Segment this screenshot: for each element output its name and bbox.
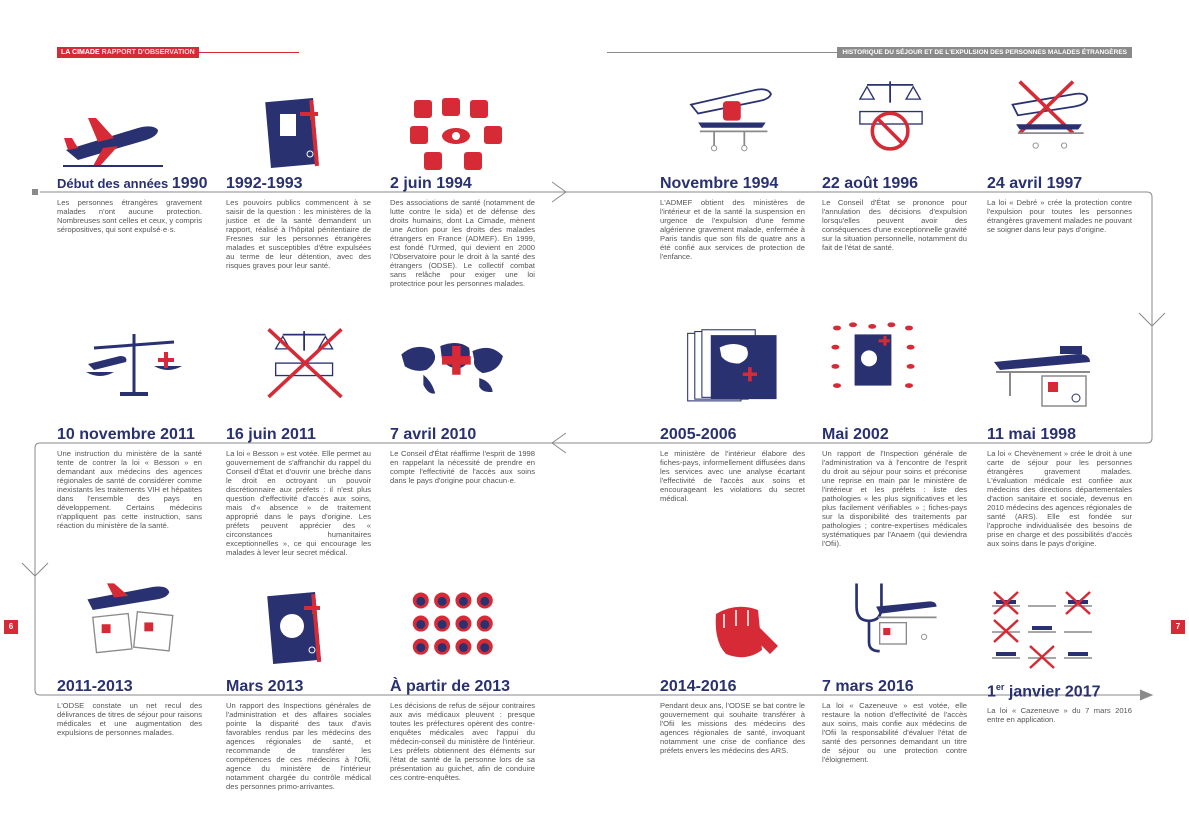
passport-face-icon (240, 590, 350, 670)
entry-2-juin-1994 (390, 175, 535, 288)
entry-year: 2011-2013 (57, 678, 133, 695)
entry-a-partir-de-2013 (390, 678, 535, 782)
entry-1990 (57, 175, 208, 234)
entry-text: L'ADMEF obtient des ministères de l'intérieur et de la santé la suspension en urgence de l'expulsion d'une femme algérienne gravement malade, enfermée à Paris tandis que son fils de quatre ans a été confié aux services de protection de l'enfance. (660, 198, 805, 261)
entry-11-mai-1998 (987, 426, 1132, 548)
entry-year: 24 avril 1997 (987, 175, 1083, 192)
crossed-scales-icon (250, 324, 360, 404)
entry-text: Le Conseil d'État réaffirme l'esprit de 1998 en rappelant la nécessité de prendre en compte l'effectivité de l'accès aux soins dans le pays d'origine pour chacun·e. (390, 449, 535, 485)
header-right-title: HISTORIQUE DU SÉJOUR ET DE L'EXPULSION DES PERSONNES MALADES ÉTRANGÈRES (837, 47, 1132, 58)
entry-year: 2 juin 1994 (390, 175, 472, 192)
entry-text: Pendant deux ans, l'ODSE se bat contre le gouvernement qui souhaite transférer à l'Ofii les missions des médecins des agences régionales de santé, invoquant notamment une crise de confiance des préfets envers les médecins des ARS. (660, 701, 805, 755)
entry-text: Les pouvoirs publics commencent à se saisir de la question : les ministères de la justice et de la santé demandent un rapport, réalisé à l'hôpital pénitentiaire de Fresnes sur les personnes étrangères malades et susceptibles d'être expulsées au terme de leur détention, avec des risques graves pour leur santé. (226, 198, 371, 270)
plane-bed-icon (676, 78, 786, 158)
entry-year: 22 août 1996 (822, 175, 919, 192)
entry-year: 10 novembre 2011 (57, 426, 195, 443)
entry-2014-2016 (660, 678, 805, 755)
crossed-plane-icon (994, 78, 1104, 158)
entry-text: Un rapport des Inspections générales de l'administration et des affaires sociales pointe la disparité des taux d'avis favorables rendus par les médecins des agences régionales de santé, et recommande de transférer les compétences de ces médecins à l'Ofii, agence du ministère de l'intérieur notamment chargée du contrôle médical des personnes primo-arrivantes. (226, 701, 371, 791)
entry-text: La loi « Chevènement » crée le droit à une carte de séjour pour les personnes étrangères gravement malades. L'évaluation médicale est confiée aux médecins des directions départementales d'action sanitaire et sociale, devenus en 2010 médecins des agences régionales de santé (ARS). Elle est fondée sur l'approche individualisée des besoins de prise en charge et des possibilités d'accès aux soins dans le pays d'origine. (987, 449, 1132, 548)
eyes-passport-icon (818, 320, 928, 400)
entry-7-mars-2016 (822, 678, 967, 764)
entry-year: 1992-1993 (226, 175, 303, 192)
entry-10-novembre-2011 (57, 426, 202, 530)
entry-year: 1er janvier 2017 (987, 682, 1101, 701)
entry-year: 7 avril 2010 (390, 426, 477, 443)
entry-22-aout-1996 (822, 175, 967, 252)
entry-year: Mars 2013 (226, 678, 304, 695)
scales-no-plane-icon (836, 76, 946, 156)
entry-year: 2005-2006 (660, 426, 737, 443)
map-icon (398, 328, 508, 408)
entry-mars-2013 (226, 678, 371, 791)
entry-text: Le ministère de l'intérieur élabore des fiches-pays, informellement diffusées dans les services avec une analyse écartant l'effectivité de l'accès aux soins et encourageant les violations du secret médical. (660, 449, 805, 503)
page-number-left: 6 (4, 620, 18, 634)
entry-text: La loi « Cazeneuve » du 7 mars 2016 entre en application. (987, 706, 1132, 725)
plane-cards-icon (76, 578, 186, 658)
page-number-right: 7 (1171, 620, 1185, 634)
timeline-start-marker (32, 189, 38, 195)
fist-icon (696, 598, 806, 678)
entry-text: La loi « Debré » crée la protection contre l'expulsion pour toutes les personnes étrangères gravement malades ne pouvant se soigner dans leur pays d'origine. (987, 198, 1132, 234)
header-left-title: RAPPORT D'OBSERVATION (101, 49, 195, 56)
entry-24-avril-1997 (987, 175, 1132, 234)
scales-plane-icon (80, 332, 190, 412)
entry-text: Des associations de santé (notamment de lutte contre le sida) et de défense des droits humains, dont La Cimade, mènent une Action pour les droits des malades étrangers en France (ADMEF). En 1999, est fondé l'Urmed, qui devient en 2000 l'Observatoire pour le droit à la santé des étrangers (ODSE). Le collectif combat sans relâche pour exiger une loi protectrice pour les personnes malades. (390, 198, 535, 288)
entry-2005-2006 (660, 426, 805, 503)
entry-1er-janvier-2017 (987, 678, 1132, 724)
entry-7-avril-2010 (390, 426, 535, 485)
entry-year: Début des années 1990 (57, 175, 208, 192)
stethoscope-icon (838, 580, 948, 660)
entry-text: Les décisions de refus de séjour contraires aux avis médicaux pleuvent : presque toutes les préfectures opèrent des contre-enquêtes médicales avec l'appui du médecin-conseil du ministère de l'intérieur. Les préfets obtiennent des éléments sur l'état de santé de la personne lors de sa présentation au guichet, afin de conduire ces contre-enquêtes. (390, 701, 535, 782)
entry-year: 7 mars 2016 (822, 678, 914, 695)
entry-text: L'ODSE constate un net recul des délivrances de titres de séjour pour raisons médicales et une augmentation des expulsions de personnes malades. (57, 701, 202, 737)
entry-year: Novembre 1994 (660, 175, 779, 192)
faces-grid-icon (404, 588, 514, 668)
header-brand: LA CIMADE (61, 49, 100, 56)
passport-icon (238, 96, 348, 176)
entry-text: Le Conseil d'État se prononce pour l'annulation des décisions d'expulsion lorsqu'elles peuvent avoir des conséquences d'une exceptionnelle gravité sur la situation personnelle, notamment du fait de l'état de santé. (822, 198, 967, 252)
entry-text: Un rapport de l'Inspection générale de l'administration va à l'encontre de l'esprit du droit au séjour pour soins et préconise une reprise en main par le ministère de l'intérieur et les préfets : liste des pathologies « les plus significatives et les plus facilement vérifiables » ; fiches-pays sur la disponibilité des traitements par pathologies ; contre-expertises médicales systématiques par l'Anaem (qui deviendra l'Ofii). (822, 449, 967, 548)
bed-card-icon (990, 336, 1100, 416)
entry-year: 11 mai 1998 (987, 426, 1076, 443)
entry-text: Une instruction du ministère de la santé tente de contrer la loi « Besson » en demandant aux médecins des agences régionales de santé de considérer comme inexistants les traitements VIH et hépatites dans l'ensemble des pays en développement. Certains médecins n'appliquent pas cette instruction, sans réaction du ministère de la santé. (57, 449, 202, 530)
entry-year: Mai 2002 (822, 426, 889, 443)
entry-text: Les personnes étrangères gravement malades n'ont aucune protection. Nombreuses sont celles et ceux, y compris séropositives, qui sont expulsé·e·s. (57, 198, 202, 234)
entry-novembre-1994 (660, 175, 805, 261)
entry-text: La loi « Cazeneuve » est votée, elle restaure la notion d'effectivité de l'accès aux soins, mais confie aux médecins de l'Ofii la responsabilité d'évaluer l'état de santé des personnes demandant un titre de séjour ou une protection contre l'éloignement. (822, 701, 967, 764)
beds-grid-icon (990, 590, 1100, 670)
files-icon (678, 328, 788, 408)
entry-text: La loi « Besson » est votée. Elle permet au gouvernement de s'affranchir du rappel du Conseil d'État et d'ouvrir une brèche dans le droit en octroyant un pouvoir discrétionnaire aux préfets : il n'est plus question d'effectivité d'accès aux soins, mais d'« absence » de traitement approprié dans le pays d'origine. Les préfets peuvent apprécier des « circonstances humanitaires exceptionnelles », ce qui encourage les malades à lever leur secret médical. (226, 449, 371, 557)
entry-1992-1993 (226, 175, 371, 270)
plane-icon (58, 98, 168, 178)
fists-icon (404, 96, 514, 176)
entry-year: 16 juin 2011 (226, 426, 316, 443)
entry-year: 2014-2016 (660, 678, 737, 695)
entry-2011-2013 (57, 678, 202, 737)
entry-16-juin-2011 (226, 426, 371, 557)
entry-mai-2002 (822, 426, 967, 548)
entry-year: À partir de 2013 (390, 678, 511, 695)
